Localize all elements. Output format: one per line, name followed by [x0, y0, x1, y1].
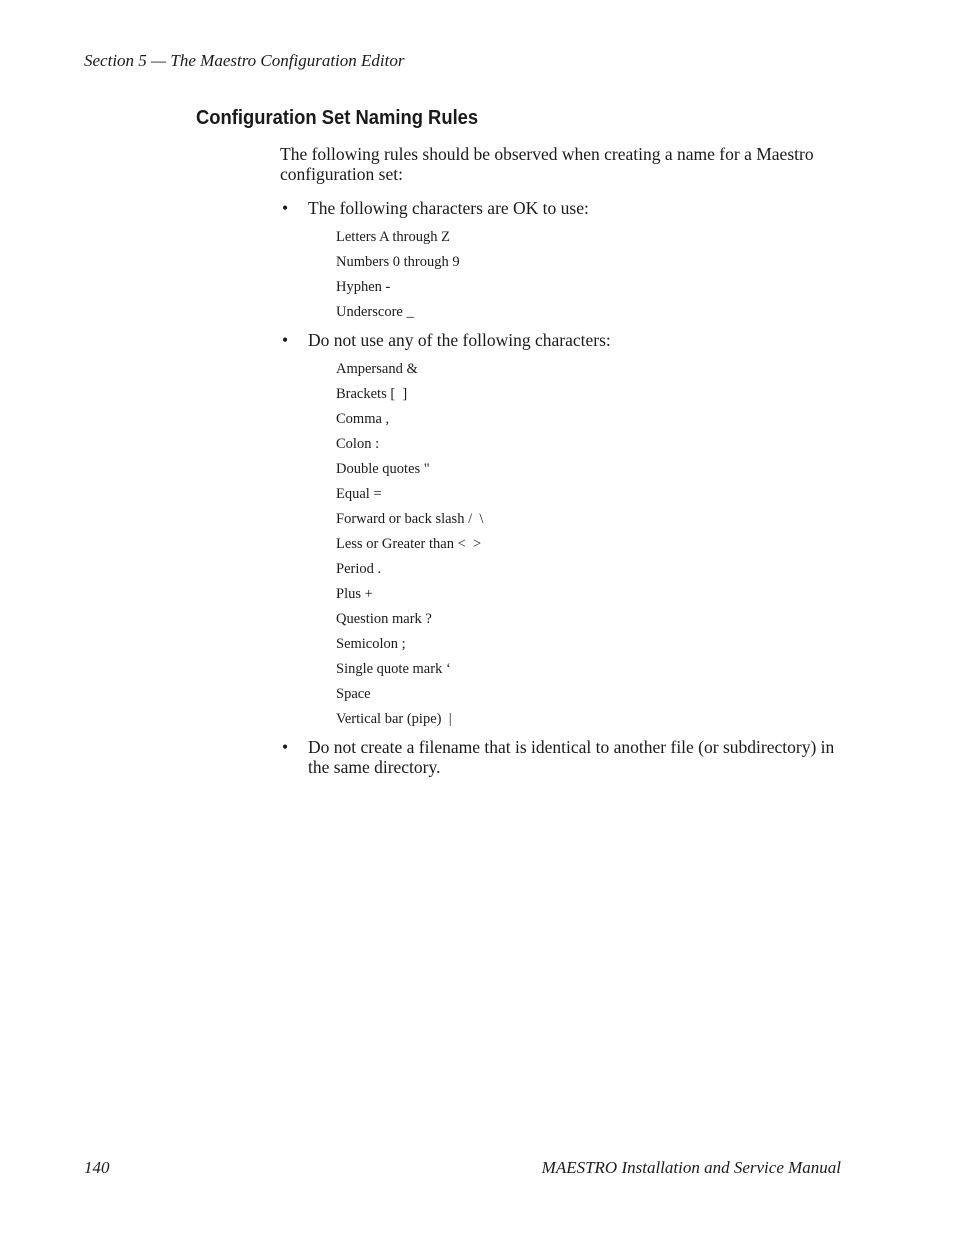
intro-paragraph: The following rules should be observed when creating a name for a Maestro configuration set:: [280, 144, 814, 184]
list-item: Numbers 0 through 9: [336, 254, 460, 270]
list-item: Plus +: [336, 586, 373, 602]
bullet-forbidden-characters: [280, 330, 840, 350]
list-item: Semicolon ;: [336, 636, 406, 652]
manual-title: MAESTRO Installation and Service Manual: [541, 1158, 841, 1177]
forbidden-characters-list: [336, 357, 483, 732]
list-item: Equal =: [336, 486, 382, 502]
list-item: Comma ,: [336, 411, 390, 427]
list-item: Brackets [ ]: [336, 386, 408, 402]
list-item: Ampersand &: [336, 361, 418, 377]
bullet-text: The following characters are OK to use:: [308, 198, 589, 218]
list-item: Less or Greater than < >: [336, 536, 482, 552]
list-item: Single quote mark ‘: [336, 661, 451, 677]
bullet-duplicate-filename: [280, 737, 840, 777]
list-item: Vertical bar (pipe) |: [336, 711, 452, 727]
list-item: Period .: [336, 561, 382, 577]
bullet-marker: •: [282, 737, 289, 757]
list-item: Double quotes ": [336, 461, 430, 477]
list-item: Letters A through Z: [336, 229, 450, 245]
bullet-text: Do not use any of the following characters:: [308, 330, 611, 350]
running-head: Section 5 — The Maestro Configuration Editor: [84, 51, 405, 70]
page-number: 140: [84, 1158, 110, 1177]
bullet-text: Do not create a filename that is identical to another file (or subdirectory) in the same directory.: [308, 737, 835, 777]
bullet-allowed-characters: [280, 198, 840, 218]
bullet-marker: •: [282, 330, 289, 350]
list-item: Underscore _: [336, 304, 414, 320]
list-item: Question mark ?: [336, 611, 432, 627]
list-item: Forward or back slash / \: [336, 511, 484, 527]
list-item: Hyphen -: [336, 279, 391, 295]
section-title: Configuration Set Naming Rules: [196, 107, 479, 129]
bullet-marker: •: [282, 198, 289, 218]
list-item: Colon :: [336, 436, 380, 452]
list-item: Space: [336, 686, 371, 702]
allowed-characters-list: [336, 225, 460, 325]
